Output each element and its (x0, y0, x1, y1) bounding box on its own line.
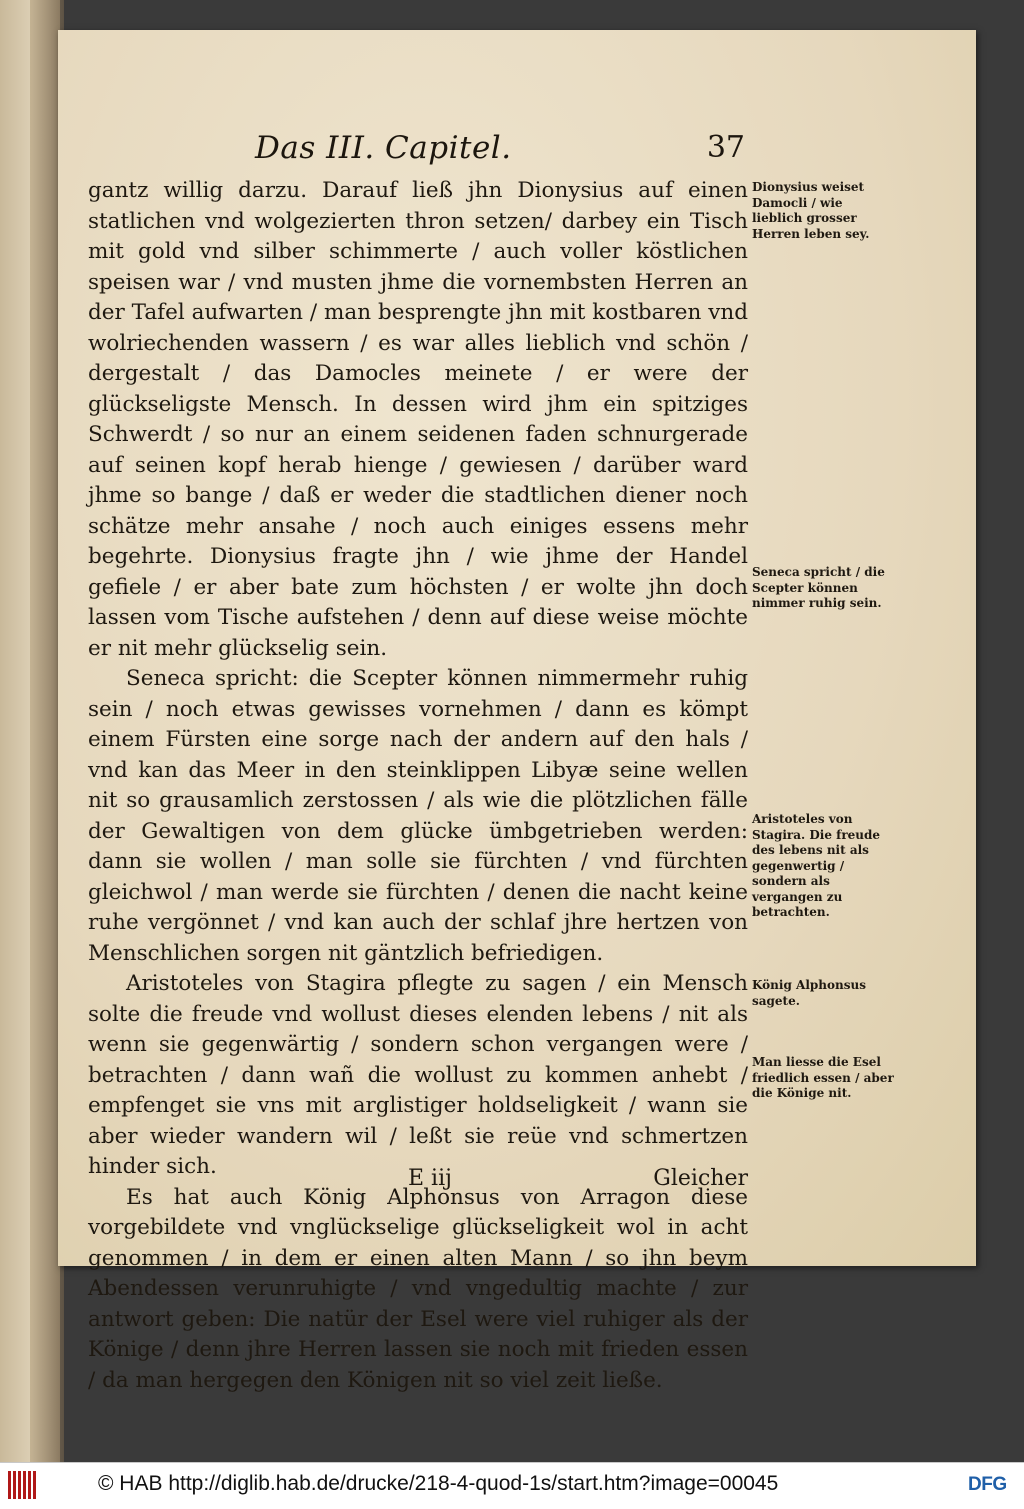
attribution-bar (0, 1462, 1024, 1509)
page-footer (88, 1166, 748, 1198)
marginal-note-esel: Man liesse die Esel friedlich essen / aber die Könige nit. (752, 1055, 894, 1100)
paragraph-aristoteles: Aristoteles von Stagira pflegte zu sagen / ein Mensch solte die freude vnd wollust dieses elenden lebens / nit als wenn sie gegenwärtig / sondern schon vergangen were / betrachten / dann wañ die wollust zu kommen anhebt / empfenget sie vns mit arglistiger holdseligkeit / wann sie aber wieder wandern wil / leßt sie reüe vnd schmertzen hinder sich. (88, 971, 748, 1179)
marginal-note-aristoteles: Aristoteles von Stagira. Die freude des lebens nit als gegenwertig / sondern als vergangen zu betrachten. (752, 812, 881, 919)
dfg-logo: DFG (968, 1474, 1007, 1495)
marginal-note-seneca: Seneca spricht / die Scepter können nimmer ruhig sein. (752, 565, 885, 610)
hab-logo-icon (8, 1471, 40, 1499)
marginal-note-alphonsus: König Alphonsus sagete. (752, 978, 866, 1008)
source-url[interactable]: © HAB http://diglib.hab.de/drucke/218-4-quod-1s/start.htm?image=00045 (98, 1472, 779, 1495)
page-number: 37 (706, 130, 745, 165)
paragraph-seneca: Seneca spricht: die Scepter können nimmermehr ruhig sein / noch etwas gewisses vornehmen / dann es kömpt einem Fürsten eine sorge nach der andern auf den hals / vnd kan das Meer in den steinklippen Libyæ seine wellen nit so grausamlich zerstossen / als wie die plötzlichen fälle der Gewaltigen von dem glücke ümbgetrieben werden: dann sie wollen / man solle sie fürchten / vnd fürchten gleichwol / man werde sie fürchten / denen die nacht keine ruhe vergönnet / vnd kan auch der schlaf jhre hertzen von Menschlichen sorgen nit gäntzlich befriedigen. (88, 666, 748, 966)
body-text (88, 176, 748, 1396)
paragraph-alphonsus: Es hat auch König Alphonsus von Arragon diese vorgebildete vnd vnglückselige glückseligkeit wol in acht genommen / in dem er einen alten Mann / so jhn beym Abendessen verunruhigte / vnd vngedultig machte / zur antwort geben: Die natür der Esel were viel ruhiger als der Könige / denn jhre Herren lassen sie noch mit frieden essen / da man hergegen den Königen nit so viel zeit ließe. (88, 1184, 748, 1393)
signature-mark: E iij (408, 1166, 452, 1191)
page-header (255, 130, 745, 170)
paragraph-dionysius: gantz willig darzu. Darauf ließ jhn Dionysius auf einen statlichen vnd wolgezierten thron setzen/ darbey ein Tisch mit gold vnd silber schimmerte / auch voller köstlichen speisen war / vnd musten jhme die vornembsten Herren an der Tafel aufwarten / man besprengte jhn mit kostbaren vnd wolriechenden wassern / es war alles lieblich vnd schön / dergestalt / das Damocles meinete / er were der glückseligste Mensch. In dessen wird jhm ein spitziges Schwerdt / so nur an einem seidenen faden schnurgerade auf seinen kopf herab hienge / gewiesen / darüber ward jhme so bange / daß er weder die stadtlichen diener noch schätze mehr ansahe / noch auch einiges essens mehr begehrte. Dionysius fragte jhn / wie jhme der Handel gefiele / er aber bate zum höchsten / er wolte jhn doch lassen vom Tische aufstehen / denn auf diese weise möchte er nit mehr glückselig sein. (88, 178, 748, 661)
running-title: Das III. Capitel. (255, 130, 512, 166)
marginal-note-dionysius: Dionysius weiset Damocli / wie lieblich grosser Herren leben sey. (752, 180, 870, 241)
catchword: Gleicher (653, 1166, 748, 1191)
